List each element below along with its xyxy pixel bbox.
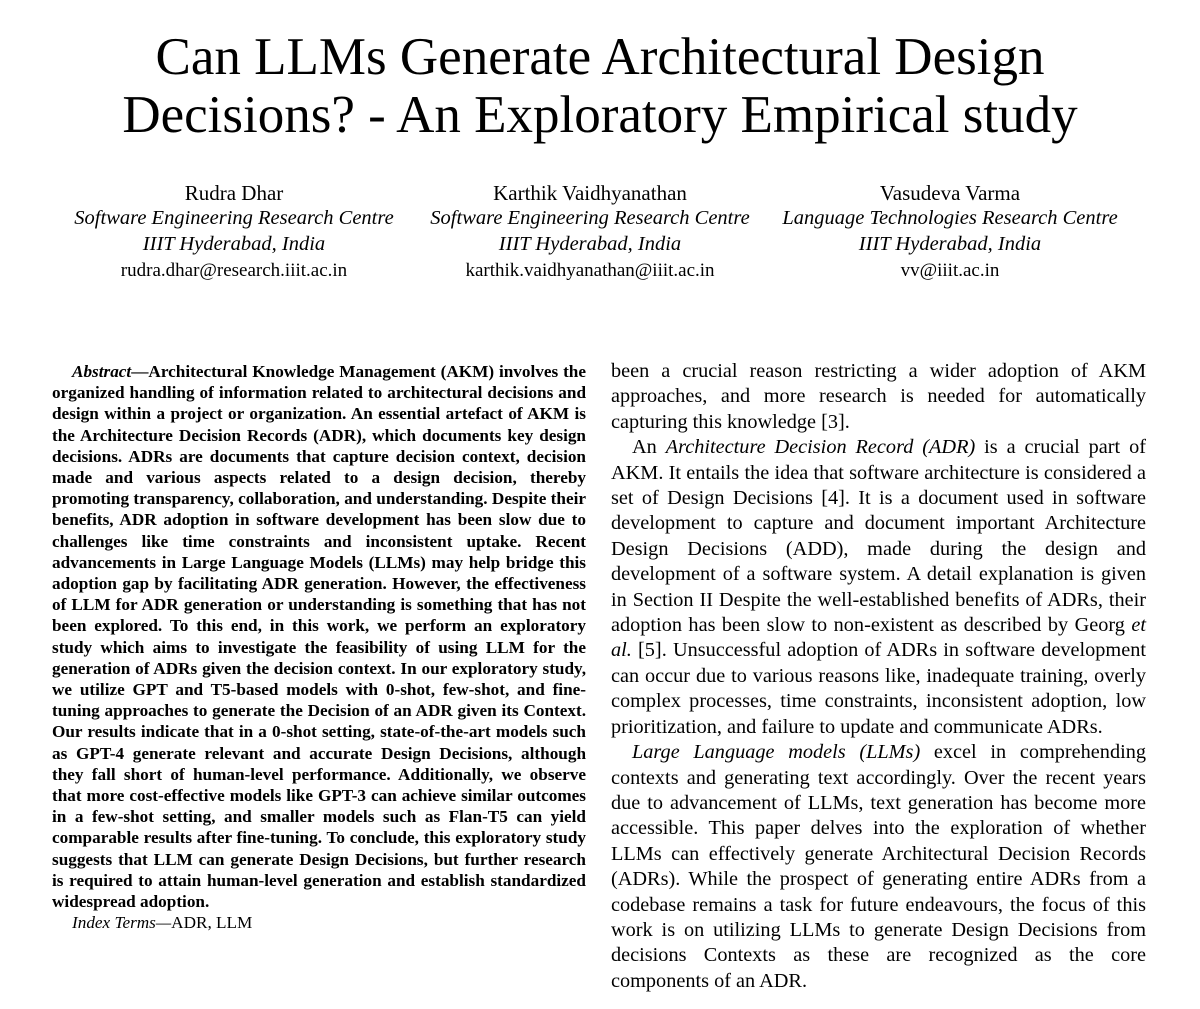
abstract-dash: — (131, 362, 149, 381)
author-location: IIIT Hyderabad, India (858, 232, 1042, 255)
author-affiliation: Language Technologies Research Centre (782, 207, 1118, 229)
author-block-1 (44, 180, 424, 284)
text-run: An (632, 436, 666, 459)
index-terms-label: Index Terms (72, 913, 156, 933)
index-terms-dash: — (155, 913, 172, 933)
abstract-label: Abstract (72, 362, 132, 381)
text-run: excel in comprehending contexts and generating text accordingly. Over the recent years due to advancement of LLMs, text generation has become more accessible. This paper delves into the exploration of whether LLMs can effectively generate Architectural Decision Records (ADRs). While the prospect of generating entire ADRs from a codebase remains a task for future endeavours, the focus of this work is on utilizing LLMs to generate Design Decisions from decisions Contexts as these are recognized as the core components of an ADR. (611, 741, 1146, 992)
author-block-3 (760, 180, 1140, 284)
author-affiliation: Software Engineering Research Centre (74, 207, 394, 229)
author-affiliation: Software Engineering Research Centre (430, 207, 750, 229)
index-terms-text: ADR, LLM (171, 913, 253, 933)
author-email: vv@iiit.ac.in (900, 260, 1000, 281)
right-column (611, 359, 1146, 994)
author-block-2 (400, 180, 780, 284)
llm-term: Large Language models (LLMs) (632, 741, 921, 764)
title-line-1: Can LLMs Generate Architectural Design (155, 28, 1045, 86)
adr-term: Architecture Decision Record (ADR) (665, 436, 976, 459)
author-email: karthik.vaidhyanathan@iiit.ac.in (465, 260, 715, 281)
abstract-text: Architectural Knowledge Management (AKM) involves the organized handling of information related to architectural decisions and design within a project or organization. An essential artefact of AKM is the Architecture Decision Records (ADR), which documents key design decisions. ADRs are documents that capture decision context, decision made and various aspects related to a design decision, thereby promoting transparency, collaboration, and understanding. Despite their benefits, ADR adoption in software development has been slow due to challenges like time constraints and inconsistent uptake. Recent advancements in Large Language Models (LLMs) may help bridge this adoption gap by facilitating ADR generation. However, the effectiveness of LLM for ADR generation or understanding is something that has not been explored. To this end, in this work, we perform an exploratory study which aims to investigate the feasibility of using LLM for the generation of ADRs given the decision context. In our exploratory study, we utilize GPT and T5-based models with 0-shot, few-shot, and fine-tuning approaches to generate the Decision of an ADR given its Context. Our results indicate that in a 0-shot setting, state-of-the-art models such as GPT-4 generate relevant and accurate Design Decisions, although they fall short of human-level performance. Additionally, we observe that more cost-effective models like GPT-3 can achieve similar outcomes in a few-shot setting, and smaller models such as Flan-T5 can yield comparable results after fine-tuning. To conclude, this exploratory study suggests that LLM can generate Design Decisions, but further research is required to attain human-level generation and establish standardized widespread adoption. (52, 362, 586, 912)
intro-paragraph-2 (611, 435, 1146, 740)
left-column (52, 361, 586, 933)
index-terms (52, 912, 586, 933)
et-al: et al. (611, 614, 1146, 662)
paper-title (0, 28, 1200, 144)
text-run: [5]. Unsuccessful adoption of ADRs in software development can occur due to various reasons like, inadequate training, overly complex processes, time constraints, inconsistent adoption, low prioritization, and failure to update and communicate ADRs. (611, 639, 1146, 738)
abstract (52, 361, 586, 912)
intro-paragraph-1: been a crucial reason restricting a wider adoption of AKM approaches, and more research is needed for automatically capturing this knowledge [3]. (611, 360, 1146, 433)
author-email: rudra.dhar@research.iiit.ac.in (120, 260, 348, 281)
author-location: IIIT Hyderabad, India (498, 232, 682, 255)
author-name: Karthik Vaidhyanathan (493, 181, 687, 205)
intro-paragraph-3 (611, 740, 1146, 994)
title-line-2: Decisions? - An Exploratory Empirical study (122, 86, 1078, 144)
text-run: is a crucial part of AKM. It entails the idea that software architecture is considered a set of Design Decisions [4]. It is a document used in software development to capture and document important Architecture Design Decisions (ADD), made during the design and development of a software system. A detail explanation is given in Section II Despite the well-established benefits of ADRs, their adoption has been slow to non-existent as described by Georg (611, 436, 1146, 637)
author-name: Vasudeva Varma (879, 181, 1021, 205)
author-name: Rudra Dhar (184, 181, 284, 205)
author-location: IIIT Hyderabad, India (142, 232, 326, 255)
